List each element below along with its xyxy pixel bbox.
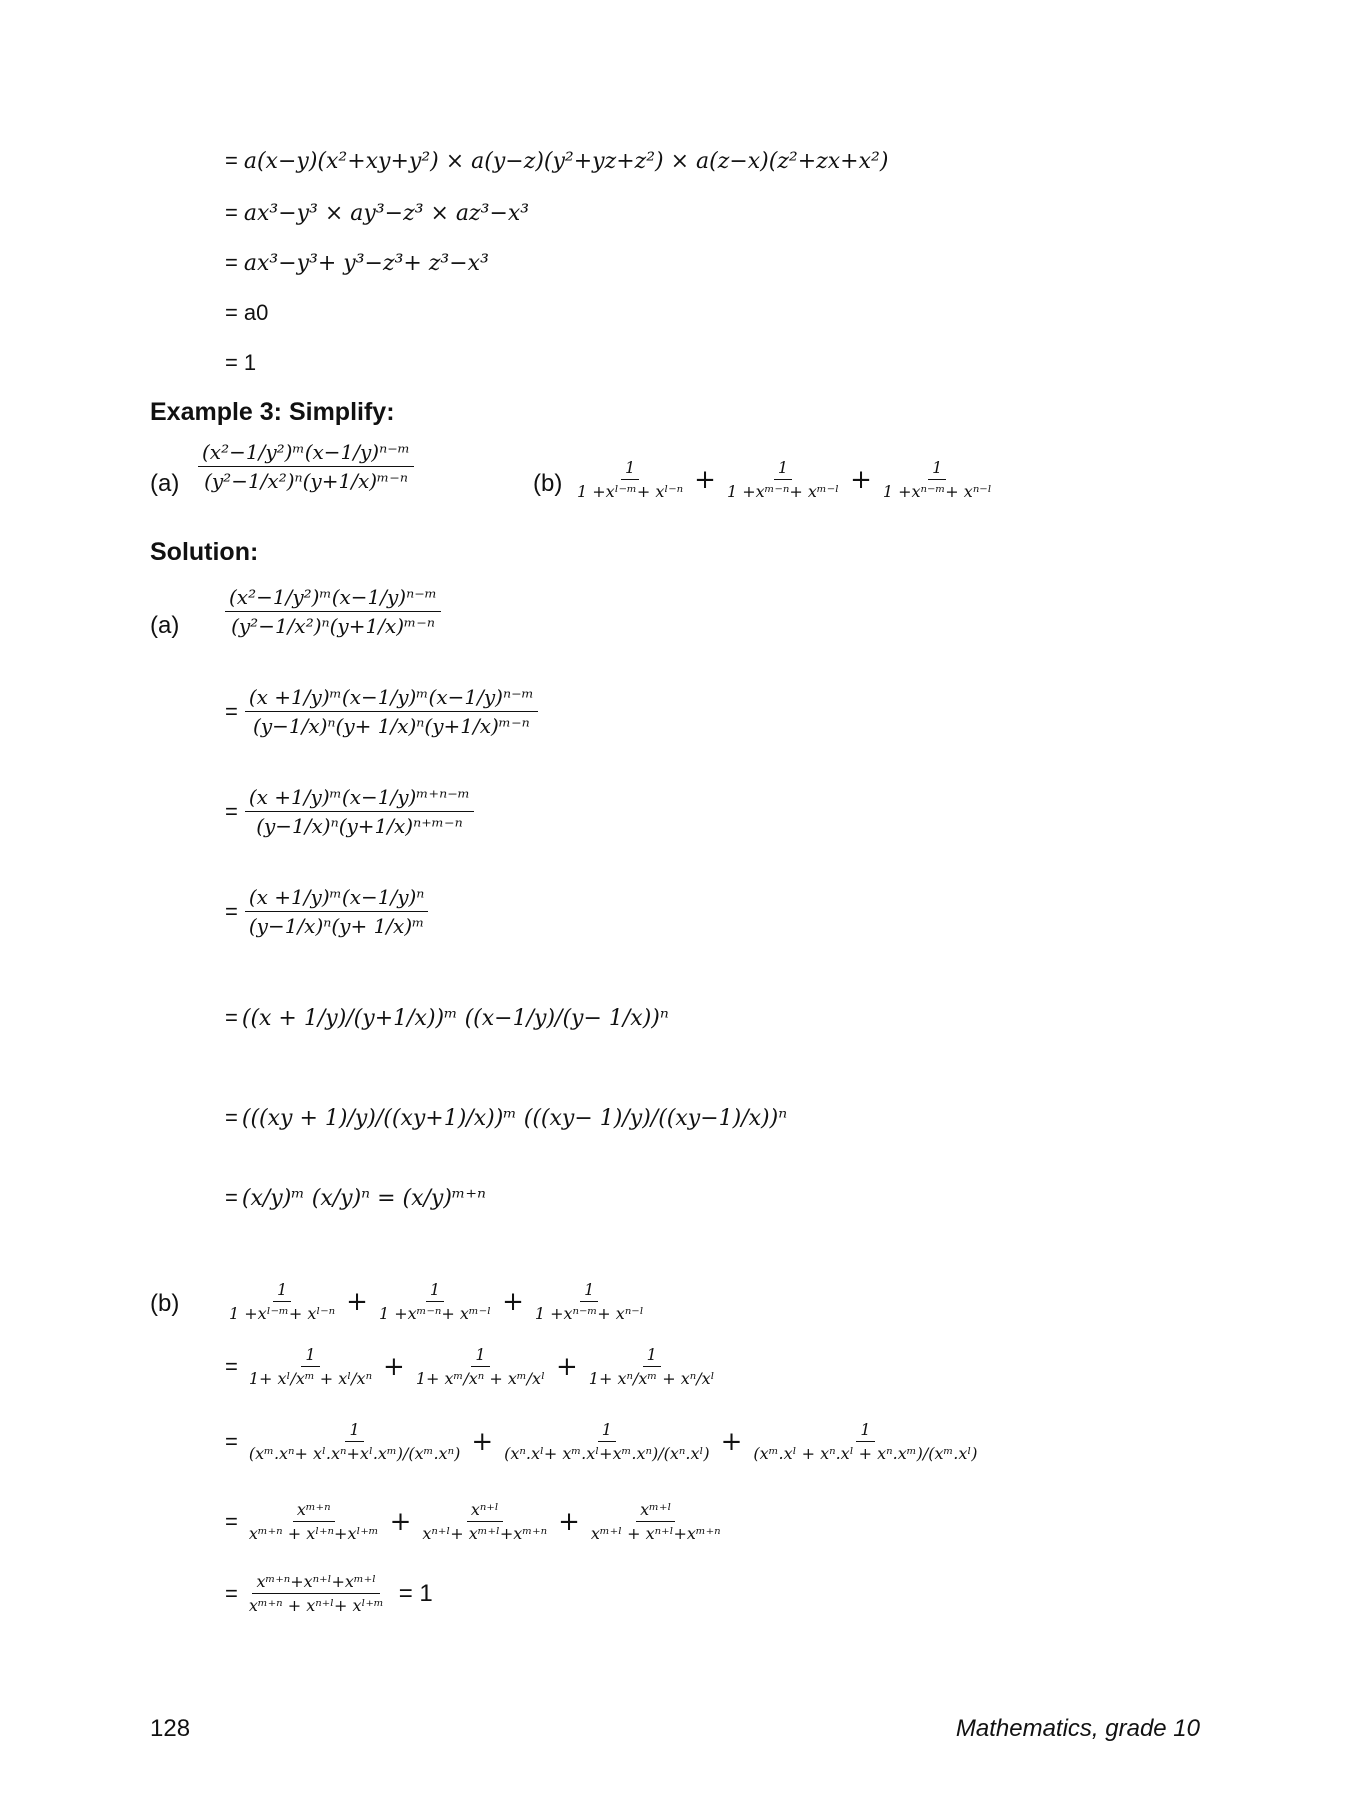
problem-a-label: (a) [150, 470, 180, 497]
solution-a-step-5: = ((x + 1/y)/(y+1/x))ᵐ ((x−1/y)/(y− 1/x))ⁿ [225, 1005, 669, 1031]
solution-a-step-7: = (x/y)ᵐ (x/y)ⁿ = (x/y)ᵐ⁺ⁿ [225, 1185, 486, 1211]
derivation-line-1: = a(x−y)(x²+xy+y²) × a(y−z)(y²+yz+z²) × a(z−x)(z²+zx+x²) [225, 148, 889, 174]
solution-heading: Solution: [150, 538, 259, 566]
solution-b-step-4: = $\frac{\text{xᵐ⁺ⁿ}}{\text{xᵐ⁺ⁿ + xˡ⁺ⁿ+xˡ⁺ᵐ}}$ + $\frac{\text{xⁿ⁺ˡ}}{\text{xⁿ⁺ˡ+ xᵐ⁺ˡ+xᵐ⁺ⁿ}}$ + $\frac{\text{xᵐ⁺ˡ}}{\text{xᵐ⁺ˡ + xⁿ⁺ˡ+xᵐ⁺ⁿ}}$ [225, 1500, 721, 1543]
problem-a-fraction: $\frac{\text{(x²−1/y²)ᵐ(x−1/y)ⁿ⁻ᵐ}}{\text{(y²−1/x²)ⁿ(y+1/x)ᵐ⁻ⁿ}}$ [198, 440, 414, 493]
solution-b-step-1: $\frac{1}{\text{1 +xˡ⁻ᵐ+ xˡ⁻ⁿ}}$ + $\frac{1}{\text{1 +xᵐ⁻ⁿ+ xᵐ⁻ˡ}}$ + $\frac{1}{\text{1 +xⁿ⁻ᵐ+ xⁿ⁻ˡ}}$ [229, 1280, 644, 1323]
example-heading: Example 3: Simplify: [150, 398, 395, 426]
solution-b-label: (b) [150, 1290, 180, 1317]
solution-b-step-5: = $\frac{\text{xᵐ⁺ⁿ+xⁿ⁺ˡ+xᵐ⁺ˡ}}{\text{xᵐ⁺ⁿ + xⁿ⁺ˡ+ xˡ⁺ᵐ}}$ = 1 [225, 1572, 433, 1615]
solution-a-step-3: = $\frac{\text{(x +1/y)ᵐ(x−1/y)ᵐ⁺ⁿ⁻ᵐ}}{\text{(y−1/x)ⁿ(y+1/x)ⁿ⁺ᵐ⁻ⁿ}}$ [225, 785, 477, 838]
solution-a-step-6: = (((xy + 1)/y)/((xy+1)/x))ᵐ (((xy− 1)/y)/((xy−1)/x))ⁿ [225, 1105, 788, 1131]
problem-a-expression [195, 440, 417, 493]
solution-a-label: (a) [150, 612, 180, 639]
solution-a-step-1: $\frac{\text{(x²−1/y²)ᵐ(x−1/y)ⁿ⁻ᵐ}}{\text{(y²−1/x²)ⁿ(y+1/x)ᵐ⁻ⁿ}}$ [222, 585, 444, 638]
solution-a-step-2: = $\frac{\text{(x +1/y)ᵐ(x−1/y)ᵐ(x−1/y)ⁿ⁻ᵐ}}{\text{(y−1/x)ⁿ(y+ 1/x)ⁿ(y+1/x)ᵐ⁻ⁿ}}$ [225, 685, 541, 738]
solution-a-step-4: = $\frac{\text{(x +1/y)ᵐ(x−1/y)ⁿ}}{\text{(y−1/x)ⁿ(y+ 1/x)ᵐ}}$ [225, 885, 431, 938]
book-title: Mathematics, grade 10 [955, 1715, 1200, 1742]
problem-b-label: (b) [533, 470, 563, 497]
solution-b-step-3: = $\frac{1}{\text{(xᵐ.xⁿ+ xˡ.xⁿ+xˡ.xᵐ)/(xᵐ.xⁿ)}}$ + $\frac{1}{\text{(xⁿ.xˡ+ xᵐ.xˡ+xᵐ.xⁿ)/(xⁿ.xˡ)}}$ + $\frac{1}{\text{(xᵐ.xˡ + xⁿ.xˡ + xⁿ.xᵐ)/(xᵐ.xˡ)}}$ [225, 1420, 978, 1463]
solution-b-step-2: = $\frac{1}{\text{1+ xˡ/xᵐ + xˡ/xⁿ}}$ + $\frac{1}{\text{1+ xᵐ/xⁿ + xᵐ/xˡ}}$ + $\frac{1}{\text{1+ xⁿ/xᵐ + xⁿ/xˡ}}$ [225, 1345, 715, 1388]
derivation-line-3: = ax³−y³+ y³−z³+ z³−x³ [225, 250, 489, 276]
derivation-line-2: = ax³−y³ × ay³−z³ × az³−x³ [225, 200, 530, 226]
page-number: 128 [150, 1715, 191, 1742]
problem-b-expression: $\frac{1}{\text{1 +xˡ⁻ᵐ+ xˡ⁻ⁿ}}$ + $\frac{1}{\text{1 +xᵐ⁻ⁿ+ xᵐ⁻ˡ}}$ + $\frac{1}{\text{1 +xⁿ⁻ᵐ+ xⁿ⁻ˡ}}$ [577, 458, 992, 501]
derivation-line-4: = a0 [225, 300, 269, 325]
derivation-line-5: = 1 [225, 350, 257, 375]
